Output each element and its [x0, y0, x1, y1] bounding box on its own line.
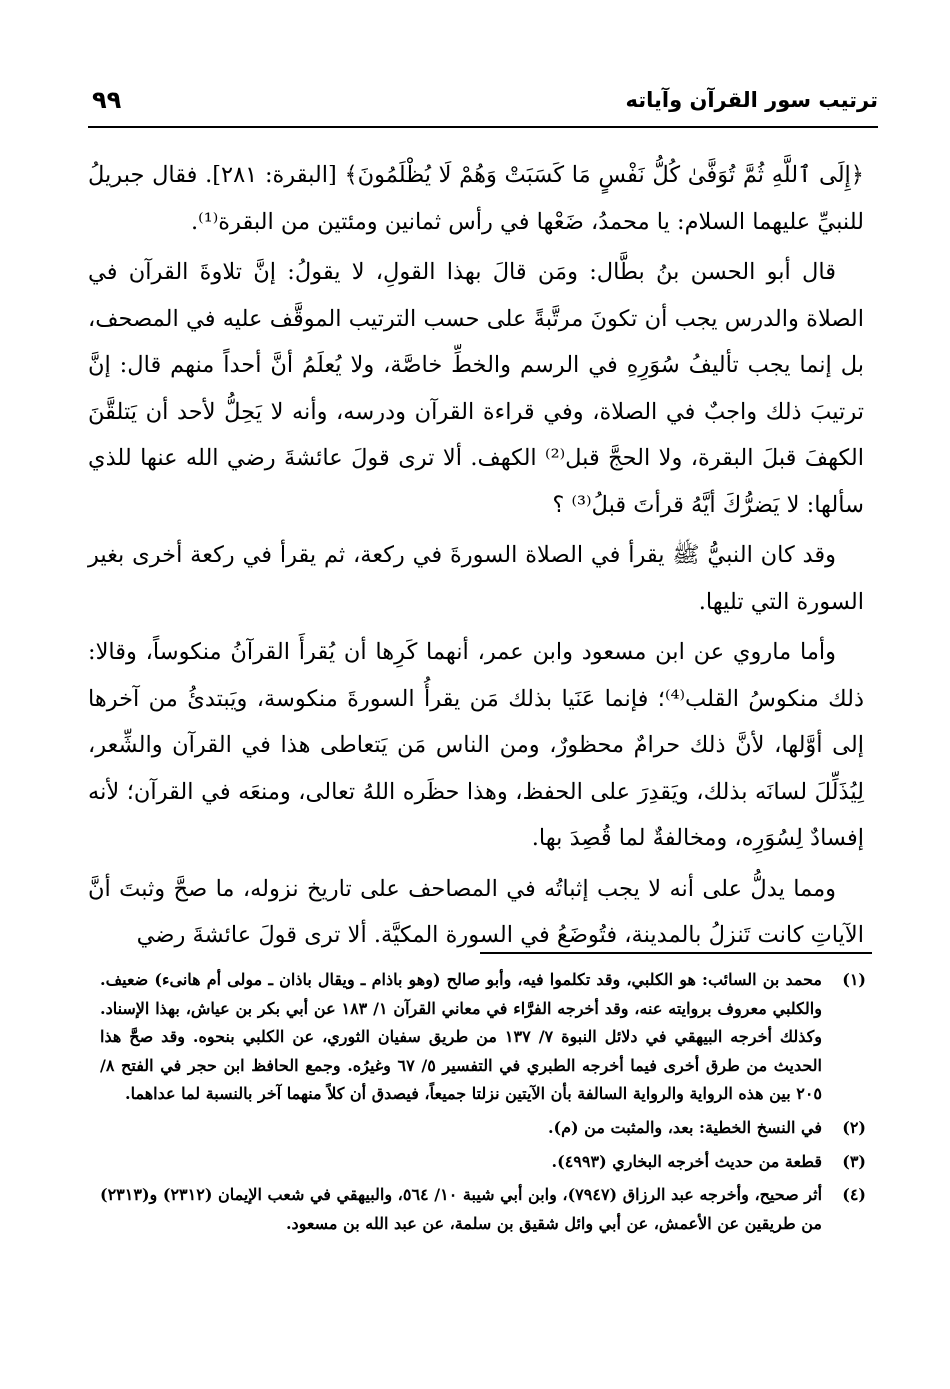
footnote-text: أثر صحيح، وأخرجه عبد الرزاق (٧٩٤٧)، وابن أبي شيبة ١٠/ ٥٦٤، والبيهقي في شعب الإيمان (٢٣١٢) و(٢٣١٣) من طريقين عن الأعمش، عن أبي وائل شقيق بن سلمة، عن عبد الله بن مسعود. — [100, 1185, 823, 1233]
footnotes — [100, 966, 866, 1243]
footnote-item — [100, 966, 866, 1109]
main-text — [88, 152, 864, 963]
footnote-item — [100, 1148, 866, 1177]
footnote-text: في النسخ الخطية: بعد، والمثبت من (م). — [547, 1117, 822, 1137]
footnote-number: (٤) — [842, 1185, 866, 1205]
footnote-number: (٣) — [842, 1151, 866, 1171]
page-number: ٩٩ — [92, 86, 122, 114]
paragraph-reversed-reading: وأما ماروي عن ابن مسعود وابن عمر، أنهما كَرِها أن يُقرأَ القرآنُ منكوساً، وقالا: ذلك منكوسُ القلب⁽⁴⁾؛ فإنما عَنَيا بذلك مَن يقرأُ السورةَ منكوسة، ويَبتدئُ من آخرها إلى أوَّلها، لأنَّ ذلك حرامٌ محظورٌ، ومن الناس مَن يَتعاطى هذا في القرآن والشِّعر، لِيُذَلِّلَ لسانَه بذلك، ويَقدِرَ على الحفظ، وهذا حظَره اللهُ تعالى، ومنعَه في القرآن؛ لأنه إفسادٌ لِسُوَرِه، ومخالفةٌ لما قُصِدَ بها. — [88, 639, 864, 851]
footnote-number: (٢) — [842, 1117, 866, 1137]
paragraph-prophet-reading: وقد كان النبيُّ ﷺ يقرأ في الصلاة السورةَ في ركعة، ثم يقرأ في ركعة أخرى بغير السورة التي تليها. — [88, 542, 864, 615]
footnote-number: (١) — [842, 970, 866, 989]
paragraph-revelation-order: ومما يدلُّ على أنه لا يجب إثباتُه في المصاحف على تاريخ نزوله، ما صحَّ وثبتَ أنَّ الآياتِ كانت تَنزلُ بالمدينة، فتُوضَعُ في السورة المكيَّة. ألا ترى قولَ عائشةَ رضي — [88, 875, 864, 948]
footnote-item — [100, 1114, 866, 1143]
footnote-item — [100, 1181, 866, 1238]
paragraph-quran-verse: ﴿إِلَى ٱللَّهِ ثُمَّ تُوَفَّىٰ كُلُّ نَفْسٍ مَا كَسَبَتْ وَهُمْ لَا يُظْلَمُونَ﴾ [البقرة: ٢٨١]. فقال جبريلُ للنبيِّ عليهما السلام: يا محمدُ، ضَعْها في رأس ثمانين ومئتين من البقرة⁽¹⁾. — [88, 162, 864, 235]
running-header — [88, 86, 878, 124]
footnote-text: قطعة من حديث أخرجه البخاري (٤٩٩٣). — [551, 1151, 822, 1171]
header-divider — [88, 126, 878, 128]
paragraph-ibn-battal: قال أبو الحسن بنُ بطَّال: ومَن قالَ بهذا القولِ، لا يقولُ: إنَّ تلاوةَ القرآن في الصلاة والدرس يجب أن تكونَ مرتَّبةً على حسب الترتيب الموقَّف عليه في المصحف، بل إنما يجب تأليفُ سُوَرِهِ في الرسم والخطِّ خاصَّة، ولا يُعلَمُ أنَّ أحداً منهم قال: إنَّ ترتيبَ ذلك واجبٌ في الصلاة، وفي قراءة القرآن ودرسه، وأنه لا يَحِلُّ لأحد أن يَتلقَّنَ الكهفَ قبلَ البقرة، ولا الحجَّ قبل⁽²⁾ الكهف. ألا ترى قولَ عائشةَ رضي الله عنها للذي سألها: لا يَضرُّكَ أيَّهُ قرأتَ قبلُ⁽³⁾ ؟ — [88, 259, 864, 518]
footnote-text: محمد بن السائب: هو الكلبي، وقد تكلموا فيه، وأبو صالح (وهو باذام ـ ويقال باذان ـ مولى أم هانىء) ضعيف. والكلبي معروف بروايته عنه، وقد أخرجه الفرَّاء في معاني القرآن ١/ ١٨٣ عن أبي بكر بن عياش، بهذا الإسناد. وكذلك أخرجه البيهقي في دلائل النبوة ٧/ ١٣٧ من طريق سفيان الثوري، عن الكلبي بنحوه. وقد صحَّ هذا الحديث من طرق أخرى فيما أخرجه الطبري في التفسير ٥/ ٦٧ وغيرُه. وجمع الحافظ ابن حجر في الفتح ٨/ ٢٠٥ بين هذه الرواية والرواية السالفة بأن الآيتين نزلتا جميعاً، فيصدق أن كلاً منهما آخر بالنسبة لما عداهما. — [100, 970, 823, 1104]
chapter-title: ترتيب سور القرآن وآياته — [625, 88, 878, 112]
footnote-divider — [480, 952, 872, 954]
